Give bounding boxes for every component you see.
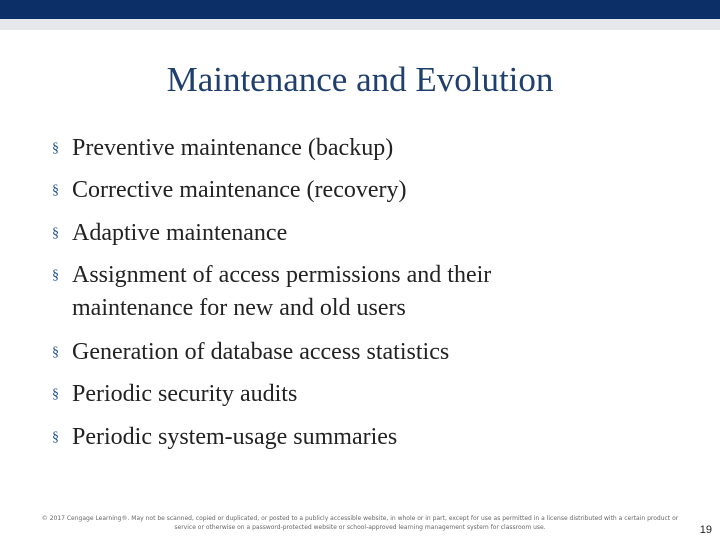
bullet-item	[52, 217, 692, 250]
bullet-item	[52, 259, 572, 325]
bullet-text: Adaptive maintenance	[72, 220, 288, 246]
bullet-marker-icon: §	[52, 387, 59, 402]
bullet-marker-icon: §	[52, 345, 59, 360]
bullet-item	[52, 336, 692, 369]
bullet-text: Preventive maintenance (backup)	[72, 135, 394, 161]
bullet-item	[52, 378, 692, 411]
bullet-text: Periodic security audits	[72, 381, 298, 407]
bullet-text: Periodic system-usage summaries	[72, 424, 398, 450]
bullet-text: Corrective maintenance (recovery)	[72, 177, 407, 203]
copyright-footer: © 2017 Cengage Learning®. May not be scanned, copied or duplicated, or posted to a publicly accessible website, in whole or in part, except for use as permitted in a license distributed with a certain product or service or otherwise on a password-protected website or school-approved learning management system for classroom use.	[41, 515, 679, 531]
bullet-marker-icon: §	[52, 183, 59, 198]
top-banner-bar	[0, 0, 720, 19]
bullet-marker-icon: §	[52, 268, 59, 283]
bullet-marker-icon: §	[52, 141, 59, 156]
bullet-item	[52, 174, 692, 207]
top-banner-stripe	[0, 19, 720, 30]
bullet-text: Generation of database access statistics	[72, 339, 450, 365]
bullet-item	[52, 421, 692, 454]
bullet-marker-icon: §	[52, 226, 59, 241]
bullet-text: Assignment of access permissions and their maintenance for new and old users	[72, 262, 492, 321]
bullet-item	[52, 132, 692, 165]
page-number: 19	[699, 524, 712, 536]
slide-title: Maintenance and Evolution	[166, 60, 554, 99]
bullet-marker-icon: §	[52, 430, 59, 445]
